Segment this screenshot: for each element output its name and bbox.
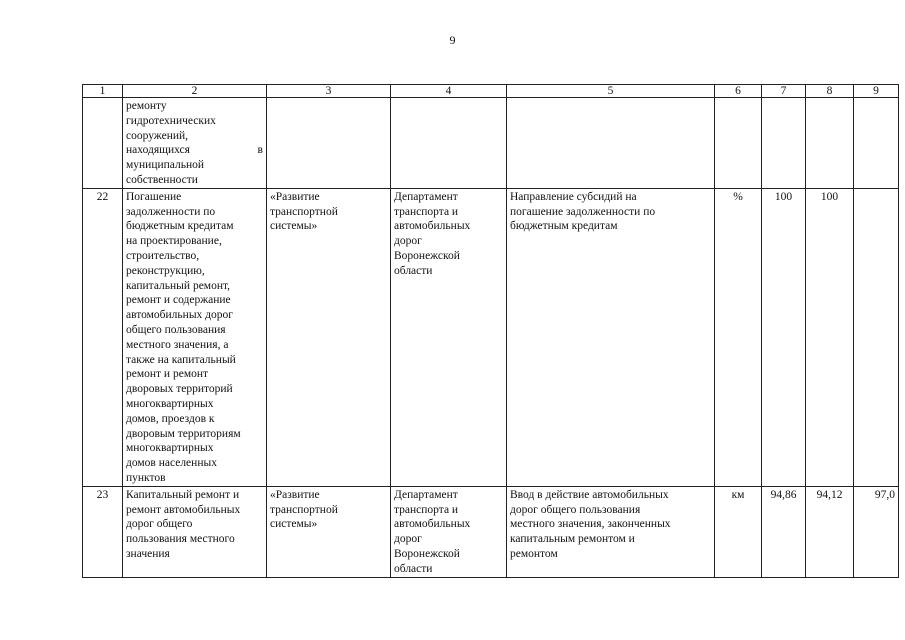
text-line: автомобильных дорог <box>126 309 233 322</box>
text-line: Ввод в действие автомобильных <box>510 488 669 501</box>
value-cell-9: 97,0 <box>854 486 899 577</box>
text-line: муниципальной <box>126 159 205 172</box>
executor-cell <box>391 98 507 189</box>
text-line: задолженности по <box>126 205 216 218</box>
text-line: ремонтом <box>510 547 558 560</box>
text-line: ремонт автомобильных <box>126 503 241 516</box>
value-cell-8: 94,12 <box>806 486 854 577</box>
text-line: находящихся в <box>126 144 263 157</box>
text-line: области <box>394 264 433 277</box>
page-number: 9 <box>449 33 456 47</box>
text-line: дорог <box>394 235 422 248</box>
text-line: транспорта и <box>394 503 459 516</box>
text-line: местного значения, законченных <box>510 518 671 531</box>
text-line: дорог <box>394 533 422 546</box>
value-cell-9 <box>854 98 899 189</box>
text-line: на проектирование, <box>126 235 222 248</box>
text-line: пунктов <box>126 471 166 484</box>
text-line: Воронежской <box>394 249 460 262</box>
row-number-cell: 23 <box>83 486 123 577</box>
executor-cell <box>391 486 507 577</box>
table-row-continuation <box>83 98 899 189</box>
text-line: Департамент <box>394 190 458 203</box>
text-line: сооружений, <box>126 129 189 142</box>
header-cell: 8 <box>806 85 854 98</box>
header-cell: 9 <box>854 85 899 98</box>
text-line: дорог общего пользования <box>510 503 641 516</box>
text-line: Погашение <box>126 190 182 203</box>
value-cell-7 <box>762 98 806 189</box>
header-cell: 7 <box>762 85 806 98</box>
text-line: строительство, <box>126 249 200 262</box>
text-line: бюджетным кредитам <box>126 220 234 233</box>
text-line: Воронежской <box>394 547 460 560</box>
program-cell <box>267 98 391 189</box>
value-cell-7: 100 <box>762 188 806 486</box>
text-line: общего пользования <box>126 323 226 336</box>
text-line: ремонту <box>126 100 167 112</box>
header-cell: 2 <box>123 85 267 98</box>
text-line: гидротехнических <box>126 114 216 127</box>
text-line: ремонт и содержание <box>126 294 231 307</box>
unit-cell: км <box>715 486 762 577</box>
row-number-cell <box>83 98 123 189</box>
text-line: собственности <box>126 173 198 186</box>
text-line: многоквартирных <box>126 442 214 455</box>
text-line: «Развитие <box>270 488 320 501</box>
text-line: автомобильных <box>394 220 471 233</box>
value-cell-7: 94,86 <box>762 486 806 577</box>
value-cell-8 <box>806 98 854 189</box>
header-cell: 3 <box>267 85 391 98</box>
header-cell: 4 <box>391 85 507 98</box>
text-line: области <box>394 562 433 575</box>
text-line: системы» <box>270 518 318 531</box>
text-line: значения <box>126 547 170 560</box>
text-line: капитальным ремонтом и <box>510 533 635 546</box>
indicator-cell <box>507 98 715 189</box>
program-cell <box>267 486 391 577</box>
program-cell <box>267 188 391 486</box>
table-row <box>83 188 899 486</box>
value-cell-8: 100 <box>806 188 854 486</box>
text-line: местного значения, а <box>126 338 229 351</box>
text-line: пользования местного <box>126 533 235 546</box>
event-name-cell <box>123 188 267 486</box>
text-line: домов населенных <box>126 457 217 470</box>
text-line: погашение задолженности по <box>510 205 656 218</box>
unit-cell: % <box>715 188 762 486</box>
text-line: бюджетным кредитам <box>510 220 618 233</box>
text-line: многоквартирных <box>126 397 214 410</box>
row-number-cell: 22 <box>83 188 123 486</box>
text-line: дорог общего <box>126 518 193 531</box>
text-line: системы» <box>270 220 318 233</box>
text-line: ремонт и ремонт <box>126 368 209 381</box>
executor-cell <box>391 188 507 486</box>
indicators-table <box>82 84 899 578</box>
text-line: автомобильных <box>394 518 471 531</box>
header-cell: 6 <box>715 85 762 98</box>
text-line: транспортной <box>270 205 338 218</box>
table-header-row <box>83 85 899 98</box>
text-line: Направление субсидий на <box>510 190 637 203</box>
text-line: капитальный ремонт, <box>126 279 231 292</box>
indicator-cell <box>507 188 715 486</box>
text-line: дворовых территорий <box>126 383 233 396</box>
text-line: Департамент <box>394 488 458 501</box>
text-line: также на капитальный <box>126 353 236 366</box>
text-line: транспорта и <box>394 205 459 218</box>
text-line: Капитальный ремонт и <box>126 488 240 501</box>
indicator-cell <box>507 486 715 577</box>
unit-cell <box>715 98 762 189</box>
header-cell: 1 <box>83 85 123 98</box>
header-cell: 5 <box>507 85 715 98</box>
event-name-cell <box>123 486 267 577</box>
text-line: дворовым территориям <box>126 427 241 440</box>
text-line: реконструкцию, <box>126 264 205 277</box>
text-line: «Развитие <box>270 190 320 203</box>
text-line: транспортной <box>270 503 338 516</box>
value-cell-9 <box>854 188 899 486</box>
event-name-cell <box>123 98 267 189</box>
table-row <box>83 486 899 577</box>
text-line: домов, проездов к <box>126 412 215 425</box>
